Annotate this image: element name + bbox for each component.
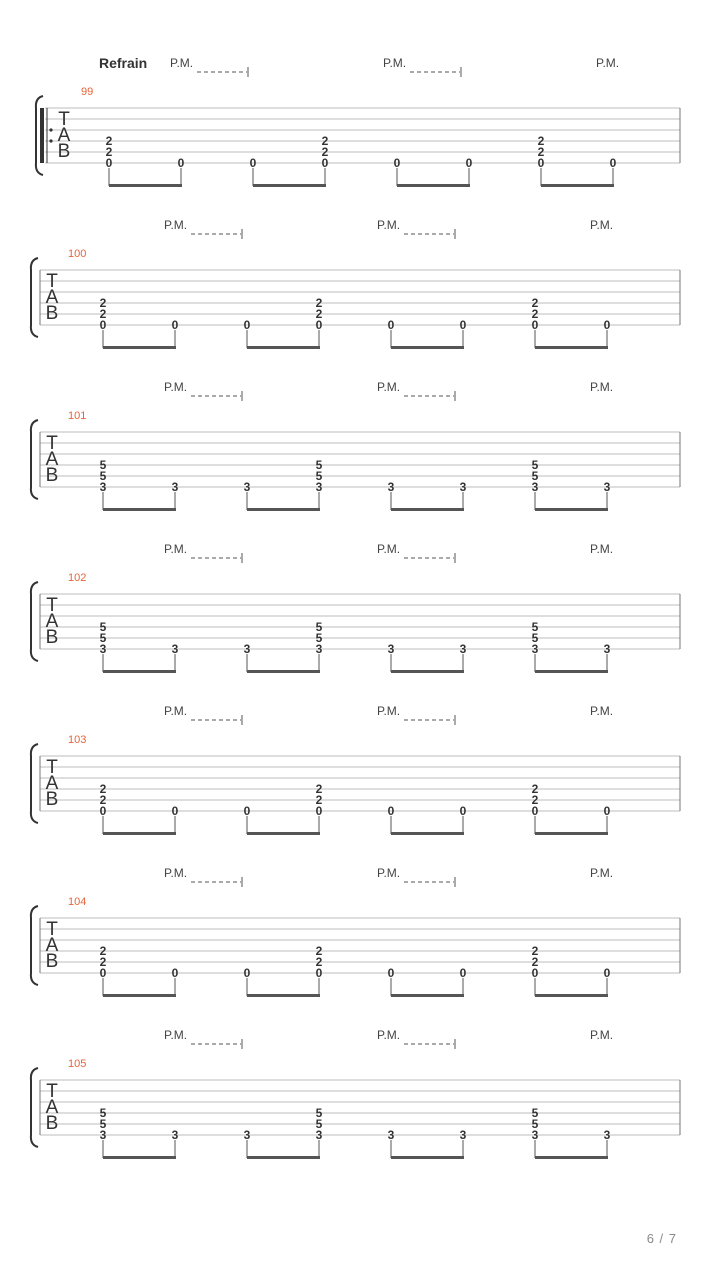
tab-clef-letter: B [45,1113,59,1134]
system-bracket [31,420,38,499]
fret-number: 5 [315,620,323,634]
fret-number: 5 [531,1106,539,1120]
system-bracket [31,744,38,823]
palm-mute-label: P.M. [377,218,401,232]
page-number: 6 / 7 [646,1231,677,1246]
fret-number: 5 [315,1106,323,1120]
fret-number: 2 [315,955,323,969]
tab-system [36,55,680,187]
beam [103,670,176,673]
beam [535,1156,608,1159]
tab-clef-letter: B [45,303,59,324]
palm-mute-label: P.M. [590,1028,614,1042]
beam [391,346,464,349]
repeat-thick-bar [40,108,44,163]
palm-mute-label: P.M. [164,380,188,394]
fret-number: 2 [537,145,545,159]
fret-number: 3 [459,480,467,494]
tab-system [31,1028,680,1159]
tab-clef-letter: T [46,1081,58,1102]
palm-mute-label: P.M. [164,704,188,718]
fret-number: 2 [321,134,329,148]
fret-number: 0 [537,156,545,170]
fret-number: 0 [243,966,251,980]
tab-clef-letter: A [45,611,59,632]
tab-clef-letter: T [46,595,58,616]
fret-number: 2 [315,782,323,796]
fret-number: 2 [105,145,113,159]
palm-mute-label: P.M. [596,56,620,70]
fret-number: 3 [459,642,467,656]
fret-number: 5 [99,1117,107,1131]
beam [535,346,608,349]
fret-number: 0 [393,156,401,170]
fret-number: 5 [531,620,539,634]
beam [247,670,320,673]
fret-number: 3 [99,642,107,656]
tab-clef-letter: A [57,125,71,146]
measure-number: 102 [68,572,87,584]
fret-number: 0 [387,804,395,818]
tab-clef-letter: T [46,271,58,292]
tab-clef-letter: T [46,919,58,940]
fret-number: 2 [531,793,539,807]
fret-number: 3 [99,1128,107,1142]
tab-system [31,542,680,673]
fret-number: 5 [531,458,539,472]
beam [535,670,608,673]
palm-mute-label: P.M. [164,218,188,232]
fret-number: 2 [99,782,107,796]
fret-number: 0 [171,804,179,818]
tab-system [31,704,680,835]
fret-number: 2 [99,307,107,321]
fret-number: 0 [99,804,107,818]
system-bracket [31,906,38,985]
fret-number: 2 [315,793,323,807]
beam [103,508,176,511]
fret-number: 2 [531,307,539,321]
fret-number: 3 [387,1128,395,1142]
tab-clef-letter: A [45,1097,59,1118]
beam [103,832,176,835]
tab-clef-letter: T [46,433,58,454]
fret-number: 0 [531,804,539,818]
tab-clef-letter: B [45,789,59,810]
tab-clef-letter: T [58,109,70,130]
palm-mute-label: P.M. [377,380,401,394]
fret-number: 0 [243,318,251,332]
beam [247,832,320,835]
fret-number: 0 [99,318,107,332]
beam [247,508,320,511]
repeat-dot [49,128,52,131]
palm-mute-label: P.M. [383,56,407,70]
fret-number: 3 [243,642,251,656]
fret-number: 2 [105,134,113,148]
tab-clef-letter: T [46,757,58,778]
beam [103,994,176,997]
fret-number: 0 [387,318,395,332]
fret-number: 5 [99,620,107,634]
measure-number: 103 [68,734,87,746]
tab-clef-letter: B [45,627,59,648]
fret-number: 3 [387,480,395,494]
palm-mute-label: P.M. [164,542,188,556]
fret-number: 0 [243,804,251,818]
fret-number: 0 [321,156,329,170]
fret-number: 5 [531,469,539,483]
fret-number: 0 [315,804,323,818]
fret-number: 5 [315,1117,323,1131]
beam [541,184,614,187]
fret-number: 0 [387,966,395,980]
beam [391,994,464,997]
fret-number: 2 [531,782,539,796]
fret-number: 0 [603,804,611,818]
fret-number: 3 [243,480,251,494]
tab-clef-letter: A [45,773,59,794]
palm-mute-label: P.M. [590,380,614,394]
tab-clef-letter: B [45,465,59,486]
fret-number: 0 [315,318,323,332]
repeat-dot [49,139,52,142]
tab-clef-letter: B [45,951,59,972]
system-bracket [31,258,38,337]
fret-number: 3 [171,642,179,656]
fret-number: 0 [609,156,617,170]
beam [391,508,464,511]
palm-mute-label: P.M. [590,218,614,232]
fret-number: 5 [99,469,107,483]
fret-number: 0 [459,318,467,332]
fret-number: 0 [531,318,539,332]
fret-number: 5 [531,631,539,645]
fret-number: 3 [531,480,539,494]
tab-clef-letter: A [45,449,59,470]
fret-number: 5 [99,458,107,472]
fret-number: 0 [531,966,539,980]
fret-number: 5 [531,1117,539,1131]
fret-number: 5 [315,458,323,472]
palm-mute-label: P.M. [164,866,188,880]
palm-mute-label: P.M. [377,704,401,718]
fret-number: 3 [531,1128,539,1142]
fret-number: 3 [243,1128,251,1142]
section-label: Refrain [99,55,148,71]
beam [103,1156,176,1159]
tab-clef-letter: B [57,141,71,162]
fret-number: 5 [315,469,323,483]
fret-number: 2 [315,296,323,310]
tab-system [31,218,680,349]
beam [247,346,320,349]
fret-number: 2 [537,134,545,148]
beam [253,184,326,187]
measure-number: 99 [81,86,94,98]
fret-number: 3 [171,1128,179,1142]
palm-mute-label: P.M. [377,542,401,556]
fret-number: 3 [315,1128,323,1142]
fret-number: 2 [531,944,539,958]
beam [391,832,464,835]
palm-mute-label: P.M. [377,866,401,880]
fret-number: 3 [531,642,539,656]
fret-number: 3 [603,1128,611,1142]
beam [103,346,176,349]
palm-mute-label: P.M. [590,866,614,880]
measure-number: 100 [68,248,87,260]
fret-number: 0 [171,318,179,332]
beam [109,184,182,187]
measure-number: 104 [68,896,87,908]
beam [397,184,470,187]
fret-number: 5 [99,631,107,645]
fret-number: 0 [249,156,257,170]
fret-number: 2 [531,296,539,310]
tab-system [31,866,680,997]
measure-number: 105 [68,1058,87,1070]
palm-mute-label: P.M. [590,542,614,556]
tab-system [31,380,680,511]
fret-number: 0 [465,156,473,170]
fret-number: 5 [315,631,323,645]
fret-number: 3 [171,480,179,494]
fret-number: 2 [99,944,107,958]
fret-number: 2 [99,793,107,807]
beam [535,994,608,997]
fret-number: 2 [99,296,107,310]
measure-number: 101 [68,410,87,422]
fret-number: 3 [315,480,323,494]
fret-number: 0 [459,804,467,818]
fret-number: 3 [603,480,611,494]
palm-mute-label: P.M. [590,704,614,718]
beam [535,508,608,511]
fret-number: 0 [603,318,611,332]
fret-number: 3 [387,642,395,656]
fret-number: 0 [105,156,113,170]
beam [247,1156,320,1159]
beam [535,832,608,835]
tab-clef-letter: A [45,287,59,308]
fret-number: 3 [459,1128,467,1142]
fret-number: 2 [315,944,323,958]
system-bracket [31,1068,38,1147]
fret-number: 0 [603,966,611,980]
fret-number: 2 [315,307,323,321]
fret-number: 0 [459,966,467,980]
beam [391,1156,464,1159]
fret-number: 3 [603,642,611,656]
fret-number: 2 [531,955,539,969]
fret-number: 3 [99,480,107,494]
beam [391,670,464,673]
fret-number: 0 [177,156,185,170]
fret-number: 5 [99,1106,107,1120]
palm-mute-label: P.M. [164,1028,188,1042]
system-bracket [31,582,38,661]
fret-number: 0 [171,966,179,980]
fret-number: 0 [315,966,323,980]
beam [247,994,320,997]
fret-number: 3 [315,642,323,656]
fret-number: 0 [99,966,107,980]
fret-number: 2 [321,145,329,159]
fret-number: 2 [99,955,107,969]
palm-mute-label: P.M. [377,1028,401,1042]
palm-mute-label: P.M. [170,56,194,70]
tab-clef-letter: A [45,935,59,956]
